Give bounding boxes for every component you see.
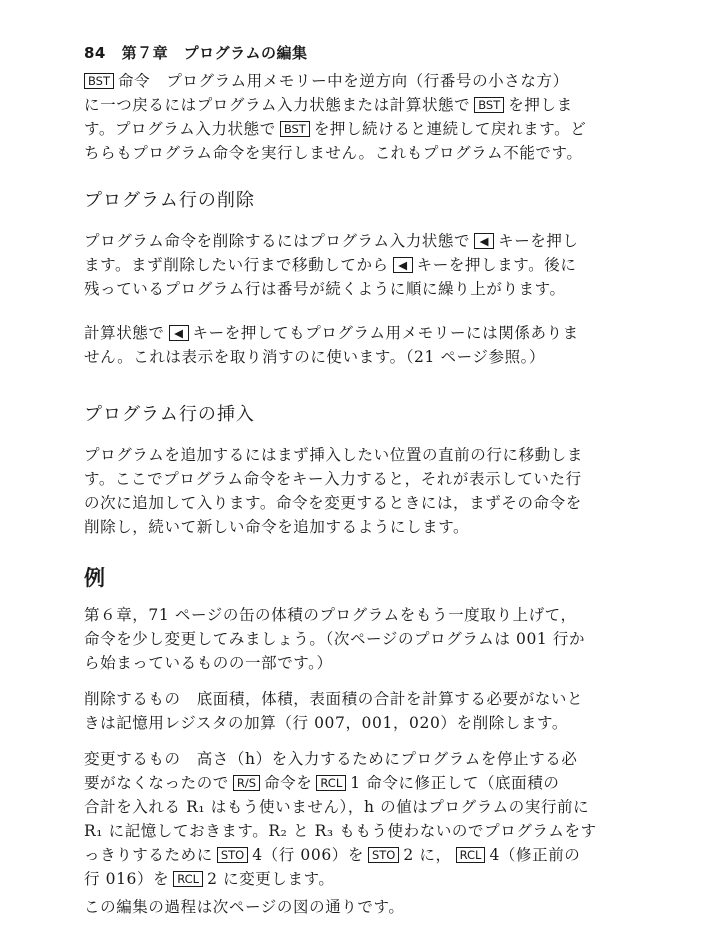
rcl-key: RCL — [173, 871, 203, 887]
sto-key: STO — [217, 847, 248, 863]
running-head — [84, 42, 307, 63]
bst-line-2: に一つ戻るにはプログラム入力状態または計算状態で BST を押しま — [84, 96, 573, 114]
example-line-1: 第６章，71 ページの缶の体積のプログラムをもう一度取り上げて， — [84, 606, 577, 624]
rs-key: R/S — [233, 775, 260, 791]
example-line-9: R₁ に記憶しておきます。R₂ と R₃ ももう使わないのでプログラムをす — [84, 822, 597, 840]
delete-line-1: プログラム命令を削除するにはプログラム入力状態で ◀ キーを押し — [84, 232, 579, 250]
delete-line-3: 残っているプログラム行は番号が続くように順に繰り上がります。 — [84, 280, 566, 298]
backarrow-key: ◀ — [474, 233, 494, 249]
bst-key: BST — [84, 73, 114, 89]
chapter-title: 第７章 プログラムの編集 — [121, 44, 308, 62]
delete-line-2: ます。まず削除したい行まで移動してから ◀ キーを押します。後に — [84, 256, 577, 274]
bst-label: 命令 — [118, 72, 151, 90]
example-line-8: 合計を入れる R₁ はもう使いません），h の値はプログラムの実行前に — [84, 798, 590, 816]
bst-line-4: ちらもプログラム命令を実行しません。これもプログラム不能です。 — [84, 144, 583, 162]
section-heading-delete: プログラム行の削除 — [84, 190, 255, 211]
example-line-7: 要がなくなったので R/S 命令を RCL 1 命令に修正して（底面積の — [84, 774, 560, 792]
example-line-2: 命令を少し変更してみましょう。（次ページのプログラムは 001 行か — [84, 630, 586, 648]
backarrow-key: ◀ — [393, 257, 413, 273]
bst-key: BST — [280, 121, 310, 137]
bst-line-1: BST 命令 プログラム用メモリー中を逆方向（行番号の小さな方） — [84, 70, 569, 92]
example-line-4: 削除するもの 底面積，体積，表面積の合計を計算する必要がないと — [84, 690, 584, 708]
section-heading-example: 例 — [84, 565, 106, 590]
example-line-5: きは記憶用レジスタの加算（行 007，001，020）を削除します。 — [84, 714, 568, 732]
bst-key: BST — [474, 97, 504, 113]
example-line-6: 変更するもの 高さ（h）を入力するためにプログラムを停止する必 — [84, 750, 578, 768]
delete-line-4: 計算状態で ◀ キーを押してもプログラム用メモリーには関係ありま — [84, 324, 579, 342]
rcl-key: RCL — [316, 775, 346, 791]
bst-line-3: す。プログラム入力状態で BST を押し続けると連続して戻れます。ど — [84, 120, 587, 138]
backarrow-key: ◀ — [169, 325, 189, 341]
delete-line-5: せん。これは表示を取り消すのに使います。（21 ページ参照。） — [84, 348, 546, 366]
insert-line-1: プログラムを追加するにはまず挿入したい位置の直前の行に移動しま — [84, 446, 583, 464]
rcl-key: RCL — [456, 847, 486, 863]
example-line-10: っきりするために STO 4（行 006）を STO 2 に， RCL 4（修正前の — [84, 846, 581, 864]
section-heading-insert: プログラム行の挿入 — [84, 404, 255, 425]
example-line-3: ら始まっているものの一部です。） — [84, 654, 333, 672]
insert-line-4: 削除し，続いて新しい命令を追加するようにします。 — [84, 518, 470, 536]
page-number: 84 — [84, 44, 106, 62]
sto-key: STO — [368, 847, 399, 863]
insert-line-2: す。ここでプログラム命令をキー入力すると，それが表示していた行 — [84, 470, 582, 488]
example-line-11: 行 016）を RCL 2 に変更します。 — [84, 870, 335, 888]
closing-line: この編集の過程は次ページの図の通りです。 — [84, 898, 405, 916]
insert-line-3: の次に追加して入ります。命令を変更するときには，まずその命令を — [84, 494, 582, 512]
